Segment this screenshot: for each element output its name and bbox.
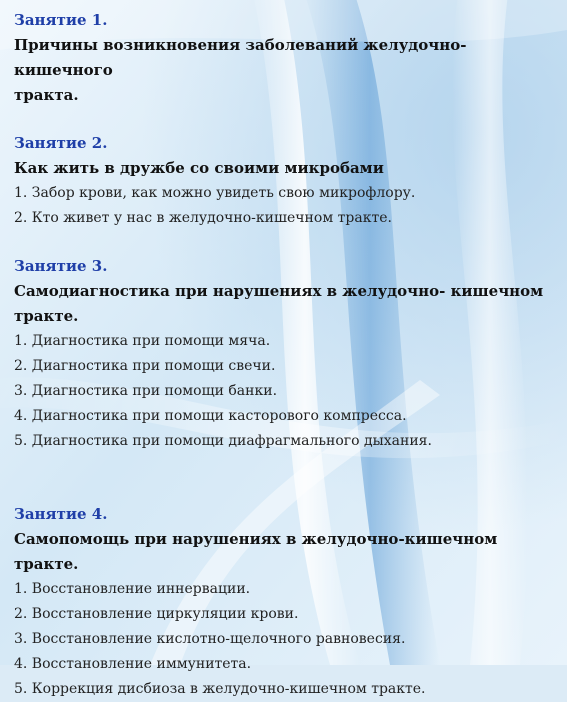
list-item: 1. Забор крови, как можно увидеть свою микрофлору.: [14, 185, 416, 201]
list-item: 1. Восстановление иннервации.: [14, 581, 251, 597]
list-item: 4. Восстановление иммунитета.: [14, 656, 252, 672]
list-item: 3. Диагностика при помощи банки.: [14, 383, 278, 399]
lessons-list: [14, 8, 562, 702]
list-item: 2. Восстановление циркуляции крови.: [14, 606, 299, 622]
lesson-heading: Как жить в дружбе со своими микробами: [14, 159, 384, 177]
lesson-heading: тракте.: [14, 307, 79, 325]
lesson-title: Занятие 3.: [14, 257, 108, 275]
lesson-1: [14, 8, 562, 108]
lesson-heading: тракта.: [14, 86, 79, 104]
list-item: 5. Диагностика при помощи диафрагмального дыхания.: [14, 433, 432, 449]
list-item: 4. Диагностика при помощи касторового компресса.: [14, 408, 407, 424]
lesson-heading: Самопомощь при нарушениях в желудочно-кишечном тракте.: [14, 530, 498, 573]
lesson-heading: Причины возникновения заболеваний желудочно-кишечного: [14, 36, 467, 79]
lesson-4: [14, 502, 562, 702]
lesson-2: [14, 131, 562, 231]
list-item: 2. Кто живет у нас в желудочно-кишечном тракте.: [14, 210, 392, 226]
lesson-heading: Самодиагностика при нарушениях в желудочно- кишечном: [14, 282, 544, 300]
lesson-title: Занятие 2.: [14, 134, 108, 152]
list-item: 5. Коррекция дисбиоза в желудочно-кишечном тракте.: [14, 681, 426, 697]
lesson-3: [14, 254, 562, 454]
lesson-title: Занятие 1.: [14, 11, 108, 29]
list-item: 2. Диагностика при помощи свечи.: [14, 358, 276, 374]
lesson-title: Занятие 4.: [14, 505, 108, 523]
list-item: 3. Восстановление кислотно-щелочного равновесия.: [14, 631, 406, 647]
list-item: 1. Диагностика при помощи мяча.: [14, 333, 271, 349]
